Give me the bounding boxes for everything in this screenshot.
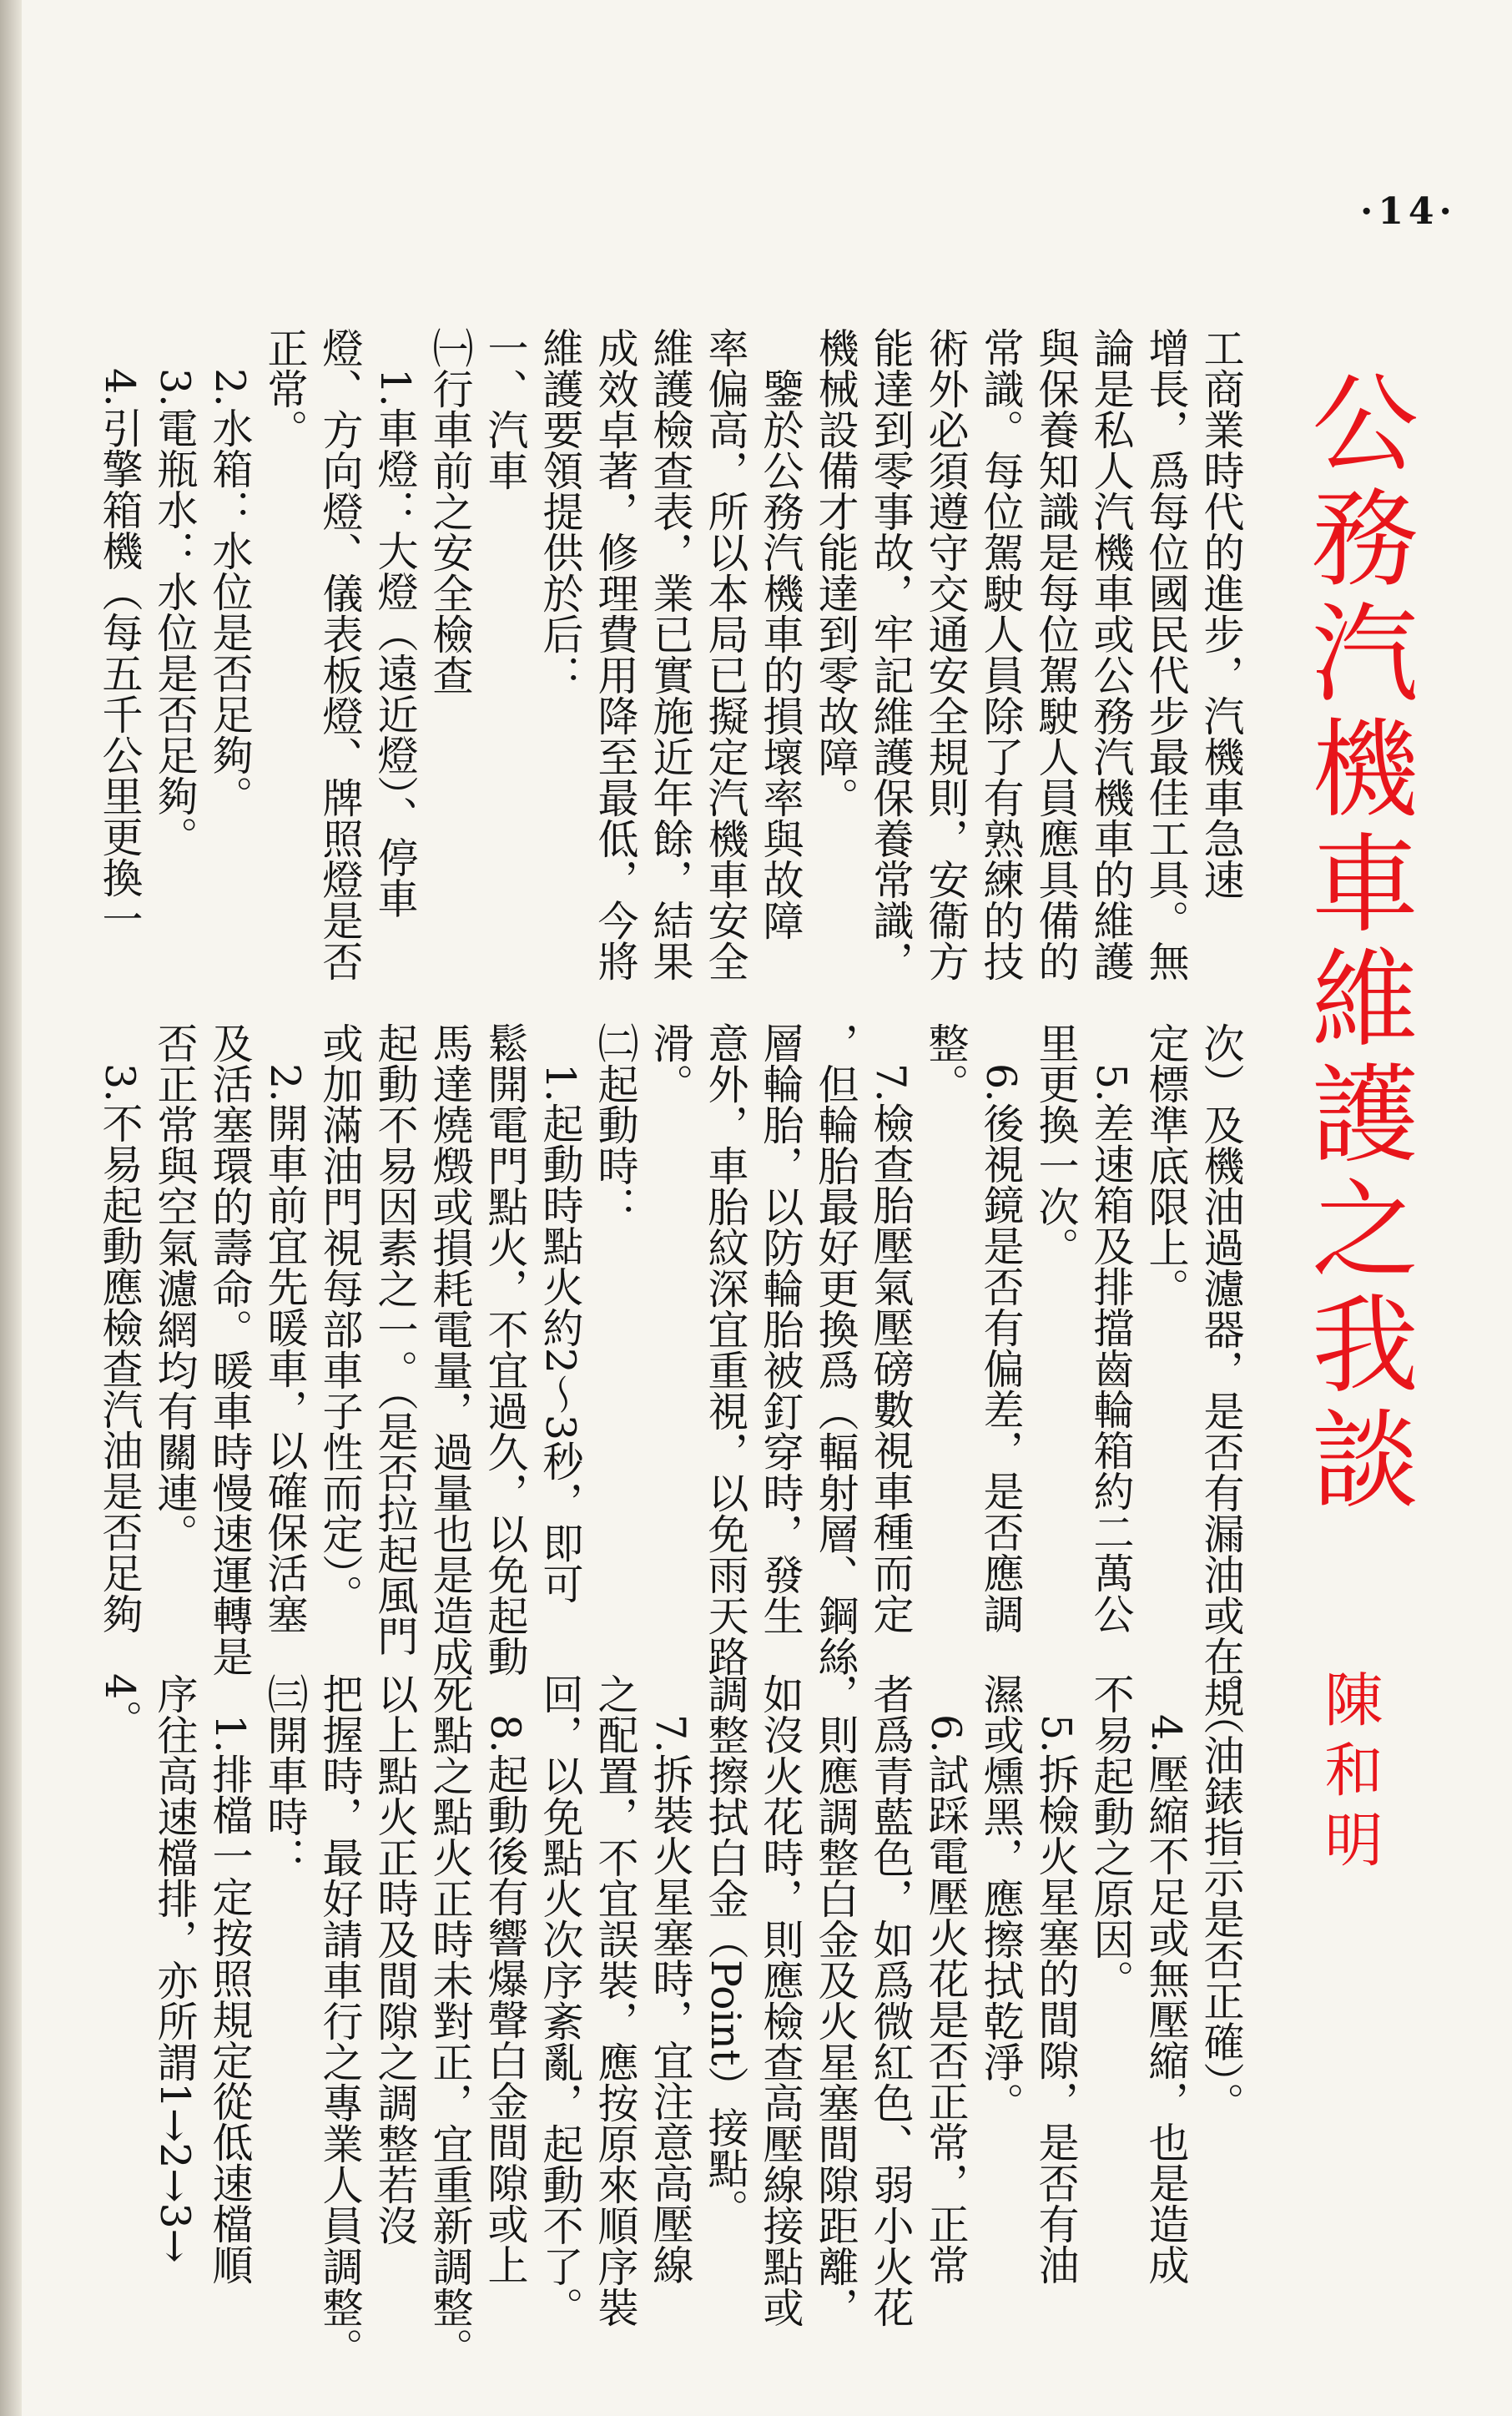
text-line: 3.不易起動應檢查汽油是否足夠 (96, 1022, 144, 1634)
page-number: ·14· (1360, 190, 1457, 233)
text-line: 能達到零事故，牢記維護保養常識， (867, 327, 915, 981)
text-line: 整。 (922, 1022, 970, 1104)
text-line: 馬達燒燬或損耗電量，過量也是造成 (426, 1022, 474, 1677)
text-line: 6.後視鏡是否有偏差，是否應調 (977, 1022, 1025, 1634)
text-line: 者爲青藍色，如爲微紅色、弱小火花 (867, 1673, 915, 2328)
book-binding-shadow (0, 0, 22, 2416)
text-line: 。（油錶指示是否正確）。 (1197, 1673, 1245, 2123)
text-line: 否正常與空氣濾網均有關連。 (151, 1022, 199, 1554)
body-text-lower (92, 1673, 1248, 2408)
author-name: 陳和明 (1315, 1669, 1383, 1879)
text-line: 5.差速箱及排擋齒輪箱約二萬公 (1087, 1022, 1135, 1634)
text-line: 2.開車前宜先暖車，以確保活塞 (261, 1022, 309, 1634)
text-line: 率偏高，所以本局已擬定汽機車安全 (702, 327, 749, 981)
text-line: 術外必須遵守交通安全規則，安衞方 (922, 327, 970, 981)
text-line: 6.試踩電壓火花是否正常，正常 (922, 1673, 970, 2285)
text-line: ，則應調整白金及火星塞間隙距離， (812, 1673, 859, 2328)
text-line: 及活塞環的壽命。暖車時慢速運轉是 (206, 1022, 254, 1677)
text-line: 3.電瓶水：水位是否足夠。 (151, 327, 199, 857)
text-line: 增長，爲每位國民代步最佳工具。無 (1142, 327, 1190, 981)
text-line: 維護要領提供於后： (537, 327, 584, 695)
subsection-heading: ㈠行車前之安全檢查 (426, 327, 474, 695)
text-line: 機械設備才能達到零故障。 (812, 327, 859, 818)
text-line: 調整擦拭白金（Point）接點。 (702, 1673, 749, 2230)
text-line: 滑。 (647, 1022, 694, 1104)
text-line: 把握時，最好請車行之專業人員調整。 (316, 1673, 364, 2368)
subsection-heading: ㈡起動時： (592, 1022, 639, 1227)
text-line: 回，以免點火次序紊亂，起動不了。 (537, 1673, 584, 2328)
text-line: 論是私人汽機車或公務汽機車的維護 (1087, 327, 1135, 981)
text-line: 2.水箱：水位是否足夠。 (206, 327, 254, 816)
text-line: 4.引擎箱機（每五千公里更換一 (96, 327, 144, 939)
text-line: 與保養知識是每位駕駛人員應具備的 (1032, 327, 1080, 981)
text-line: 如沒火花時，則應檢查高壓線接點或 (757, 1673, 804, 2328)
article-title: 公務汽機車維護之我談 (1293, 367, 1418, 1519)
text-line: 7.拆裝火星塞時，宜注意高壓線 (647, 1673, 694, 2285)
text-line: 起動不易因素之一。（是否拉起風門 (371, 1022, 419, 1657)
text-line: 濕或燻黑，應擦拭乾淨。 (977, 1673, 1025, 2123)
text-line: 鬆開電門點火，不宜過久，以免起動 (481, 1022, 529, 1677)
text-line: 次）及機油過濾器，是否有漏油或在規 (1197, 1022, 1245, 1717)
text-line: 維護檢查表，業已實施近年餘，結果 (647, 327, 694, 981)
text-line: 以上點火正時及間隙之調整若沒 (371, 1673, 419, 2246)
text-line: 工商業時代的進步，汽機車急速 (1197, 327, 1245, 900)
section-heading: 一、汽車 (481, 327, 529, 491)
text-line: 成效卓著，修理費用降至最低，今將 (592, 327, 639, 981)
text-line: 鑒於公務汽機車的損壞率與故障 (757, 327, 804, 941)
text-line: 8.起動後有響爆聲白金間隙或上 (481, 1673, 529, 2285)
text-line: 燈、方向燈、儀表板燈、牌照燈是否 (316, 327, 364, 981)
subsection-heading: ㈢開車時： (261, 1673, 309, 1878)
text-line: 正常。 (261, 327, 309, 450)
text-line: 層輪胎，以防輪胎被釘穿時，發生 (757, 1022, 804, 1636)
text-line: 常識。每位駕駛人員除了有熟練的技 (977, 327, 1025, 981)
text-line: 序往高速檔排，亦所謂1→2→3→ (151, 1673, 199, 2263)
text-line: 5.拆檢火星塞的間隙，是否有油 (1032, 1673, 1080, 2285)
text-line: 不易起動之原因。 (1087, 1673, 1135, 2000)
body-text-middle (92, 1022, 1248, 1717)
text-line: 定標準底限上。 (1142, 1022, 1190, 1309)
text-line: 里更換一次。 (1032, 1022, 1080, 1268)
text-line: 4。 (96, 1673, 144, 1741)
text-line: 意外，車胎紋深宜重視，以免雨天路 (702, 1022, 749, 1677)
body-text-upper (92, 327, 1248, 1078)
text-line: 死點之點火正時未對正，宜重新調整。 (426, 1673, 474, 2368)
text-line: ，但輪胎最好更換爲（輻射層、鋼絲 (812, 1022, 859, 1677)
text-line: 之配置，不宜誤裝，應按原來順序裝 (592, 1673, 639, 2328)
text-line: 1.排檔一定按照規定從低速檔順 (206, 1673, 254, 2285)
text-line: 1.車燈：大燈（遠近燈）、停車 (371, 327, 419, 919)
text-line: 4.壓縮不足或無壓縮，也是造成 (1142, 1673, 1190, 2285)
text-line: 1.起動時點火約2～3秒，即可 (537, 1022, 584, 1605)
text-line: 7.檢查胎壓氣壓磅數視車種而定 (867, 1022, 915, 1634)
text-line: 或加滿油門視每部車子性而定）。 (316, 1022, 364, 1616)
